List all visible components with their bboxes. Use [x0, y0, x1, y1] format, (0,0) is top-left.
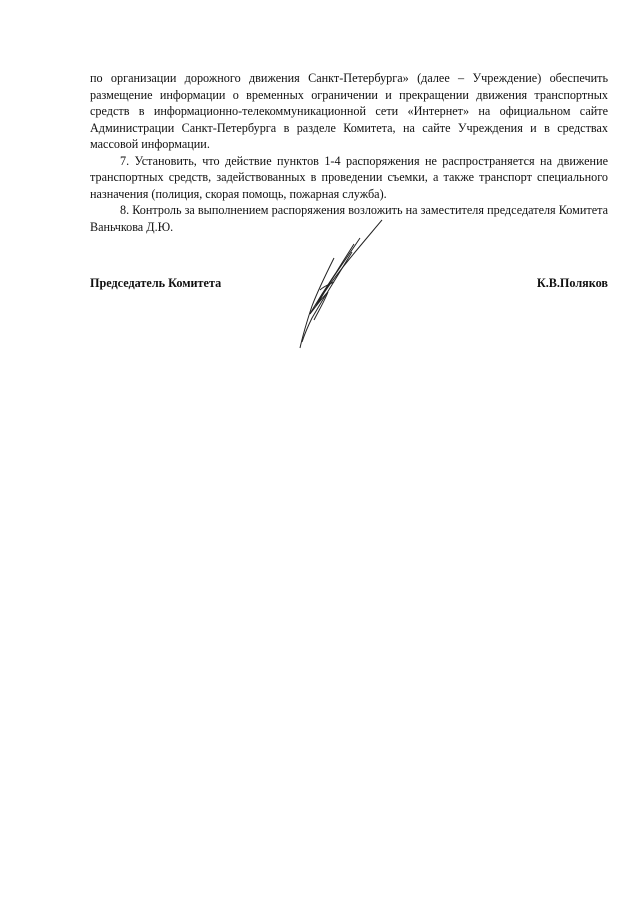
- paragraph-item-8: 8. Контроль за выполнением распоряжения возложить на заместителя председателя Комитета Ваньчкова Д.Ю.: [90, 203, 608, 234]
- handwritten-signature: [282, 214, 392, 354]
- paragraph-continuation: по организации дорожного движения Санкт-Петербурга» (далее – Учреждение) обеспечить размещение информации о временных ограничении и прекращении движения транспортных средств в информационно-телекоммуникационной сети «Интернет» на официальном сайте Администрации Санкт-Петербурга в разделе Комитета, на сайте Учреждения и в средствах массовой информации.: [90, 71, 608, 151]
- document-body: [90, 70, 608, 235]
- paragraph-item-7: 7. Установить, что действие пунктов 1-4 распоряжения не распространяется на движение транспортных средств, задействованных в проведении съемки, а также транспорт специального назначения (полиция, скорая помощь, пожарная служба).: [90, 153, 608, 201]
- signatory-title: Председатель Комитета: [90, 276, 222, 290]
- signatory-name: К.В.Поляков: [536, 276, 608, 290]
